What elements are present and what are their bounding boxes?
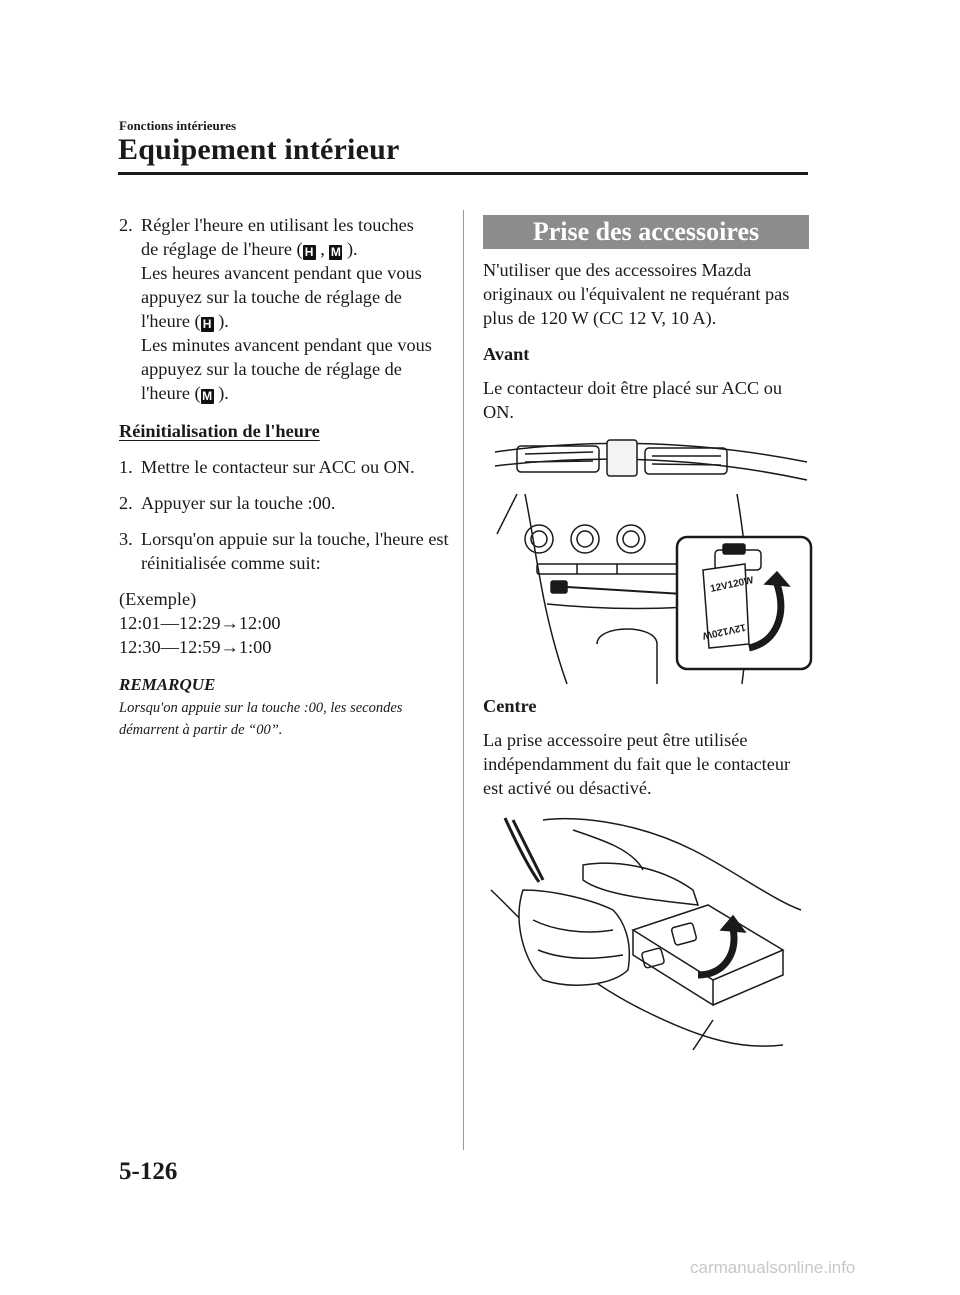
- hours-advance-text: Les heures avancent pendant que vous appuyez sur la touche de réglage de l'heure ( H ).: [141, 263, 422, 331]
- step-number: 2.: [119, 215, 133, 235]
- minutes-advance-text: Les minutes avancent pendant que vous appuyez sur la touche de réglage de l'heure ( M ).: [141, 335, 432, 403]
- front-console-illustration: [487, 434, 813, 684]
- step-text-keys: de réglage de l'heure ( H , M ).: [141, 239, 358, 259]
- step-text: Régler l'heure en utilisant les touches: [141, 215, 414, 235]
- section-banner: Prise des accessoires: [483, 215, 809, 249]
- reset-step: 2. Appuyer sur la touche :00.: [119, 493, 336, 513]
- socket-label: 12V120W: [701, 621, 747, 641]
- header-rule: [118, 172, 808, 175]
- minute-key-icon: M: [202, 389, 213, 403]
- hour-key-icon: H: [201, 317, 214, 332]
- reset-step: 1. Mettre le contacteur sur ACC ou ON.: [119, 457, 415, 477]
- page-title: Equipement intérieur: [118, 133, 400, 166]
- front-text: Le contacteur doit être placé sur ACC ou ON.: [483, 378, 782, 422]
- step-2-set-hour: [119, 213, 449, 405]
- hour-key-icon: H: [303, 245, 316, 260]
- center-text: La prise accessoire peut être utilisée indépendamment du fait que le contacteur est activé ou désactivé.: [483, 730, 791, 798]
- example-line: 12:30―12:59→1:00: [119, 637, 272, 657]
- center-console-illustration: [483, 810, 809, 1060]
- reset-heading: Réinitialisation de l'heure: [119, 421, 320, 441]
- socket-label: 12V120W: [709, 575, 755, 595]
- section-label: Fonctions intérieures: [119, 118, 237, 133]
- note-text: Lorsqu'on appuie sur la touche :00, les secondes démarrent à partir de “00”.: [119, 700, 403, 738]
- column-divider: [463, 210, 464, 1150]
- front-heading: Avant: [483, 344, 530, 364]
- reset-step: 3. Lorsqu'on appuie sur la touche, l'heure est réinitialisée comme suit:: [119, 529, 449, 573]
- center-heading: Centre: [483, 696, 537, 716]
- note-title: REMARQUE: [119, 675, 216, 694]
- intro-text: N'utiliser que des accessoires Mazda originaux ou l'équivalent ne requérant pas plus de 120 W (CC 12 V, 10 A).: [483, 260, 790, 328]
- right-column: [483, 215, 809, 1060]
- example-line: 12:01―12:29→12:00: [119, 613, 281, 633]
- left-column: [119, 213, 449, 741]
- minute-key-icon: M: [330, 245, 341, 259]
- example-label: (Exemple): [119, 589, 197, 609]
- watermark: carmanualsonline.info: [690, 1258, 856, 1277]
- page-number: 5-126: [119, 1158, 178, 1185]
